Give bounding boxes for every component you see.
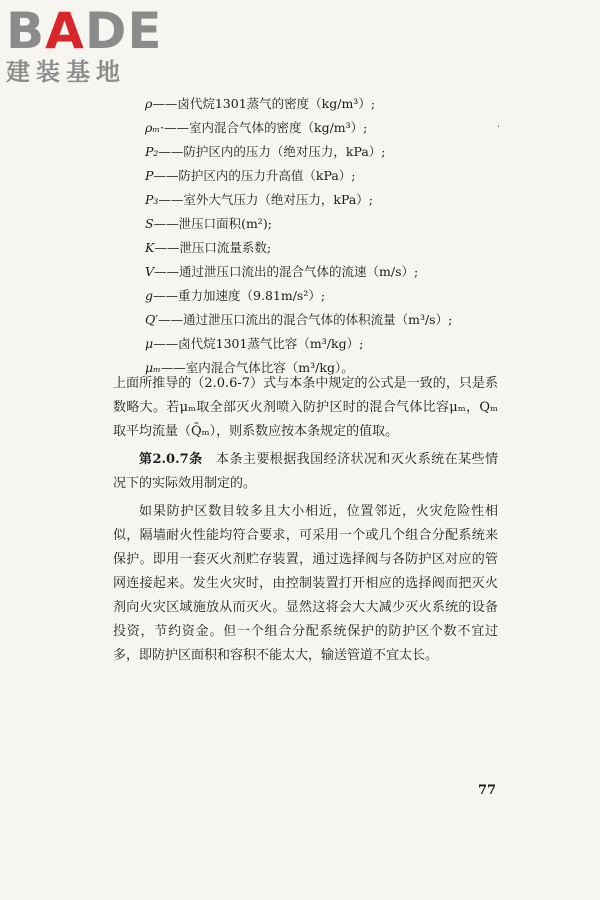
definition-text: ——卤代烷1301蒸气比容（m³/kg）; xyxy=(153,336,364,351)
stray-mark: · xyxy=(497,122,501,133)
definition-text: ——重力加速度（9.81m/s²）; xyxy=(153,288,326,303)
logo-wordmark xyxy=(6,2,176,60)
definition-row xyxy=(145,212,452,236)
definition-symbol: μ xyxy=(145,336,154,351)
definition-row xyxy=(145,188,452,212)
definition-text: ——通过泄压口流出的混合气体的流速（m/s）; xyxy=(154,264,419,279)
definition-text: ——防护区内的压力（绝对压力，kPa）; xyxy=(158,144,386,159)
definition-symbol: P₃ xyxy=(145,192,159,207)
definition-row xyxy=(145,284,452,308)
symbol-definitions xyxy=(145,92,452,380)
logo-letter-a: A xyxy=(45,2,85,60)
definition-symbol: P₂ xyxy=(145,144,159,159)
definition-text: ——通过泄压口流出的混合气体的体积流量（m³/s）; xyxy=(158,312,453,327)
paragraph-clause-2-0-7 xyxy=(113,448,498,496)
definition-text: ——室内混合气体比容（m³/kg）。 xyxy=(160,360,354,375)
definition-row xyxy=(145,236,452,260)
definition-symbol: ρₘ xyxy=(145,120,161,135)
logo-letters-de: DE xyxy=(84,2,163,60)
logo xyxy=(6,2,176,86)
definition-row xyxy=(145,308,452,332)
definition-symbol: V xyxy=(145,264,155,279)
definition-symbol: μₘ xyxy=(145,360,161,375)
definition-symbol: Q′ xyxy=(145,312,159,327)
definition-text: ——防护区内的压力升高值（kPa）; xyxy=(153,168,356,183)
definition-row xyxy=(145,92,452,116)
definition-symbol: g xyxy=(145,288,154,303)
definition-row xyxy=(145,140,452,164)
paragraph-formula-note: 上面所推导的（2.0.6-7）式与本条中规定的公式是一致的，只是系数略大。若μₘ取全部灭火剂喷入防护区时的混合气体比容μₘ，Qₘ取平均流量（Q̄ₘ），则系数应按本条规定的值取。 xyxy=(113,376,498,439)
clause-number: 第2.0.7条 xyxy=(139,452,203,467)
page-number: 77 xyxy=(478,783,497,798)
logo-letter-b: B xyxy=(6,2,46,60)
definition-text: ——泄压口流量系数; xyxy=(154,240,272,255)
definition-row xyxy=(145,260,452,284)
logo-subtitle: 建装基地 xyxy=(6,58,126,86)
clause-text: 本条主要根据我国经济状况和灭火系统在某些情况下的实际效用制定的。 xyxy=(113,452,498,491)
definition-symbol: ρ xyxy=(145,96,153,111)
definition-row xyxy=(145,116,452,140)
definition-symbol: S xyxy=(145,216,154,231)
definition-text: ·——室内混合气体的密度（kg/m³）; xyxy=(160,120,368,135)
definition-row xyxy=(145,332,452,356)
definition-text: ——卤代烷1301蒸气的密度（kg/m³）; xyxy=(152,96,376,111)
paragraph-combined-system: 如果防护区数目较多且大小相近，位置邻近，火灾危险性相似，隔墙耐火性能均符合要求，可采用一个或几个组合分配系统来保护。即用一套灭火剂贮存装置，通过选择阀与各防护区对应的管网连接起来。发生火灾时，由控制装置打开相应的选择阀而把灭火剂向火灾区域施放从而灭火。显然这将会大大减少灭火系统的设备投资，节约资金。但一个组合分配系统保护的防护区个数不宜过多，即防护区面积和容积不能太大，输送管道不宜太长。 xyxy=(113,504,498,663)
definition-row xyxy=(145,164,452,188)
definition-text: ——室外大气压力（绝对压力，kPa）; xyxy=(158,192,374,207)
definition-symbol: P xyxy=(145,168,154,183)
definition-symbol: K xyxy=(145,240,155,255)
definition-text: ——泄压口面积(m²); xyxy=(153,216,272,231)
